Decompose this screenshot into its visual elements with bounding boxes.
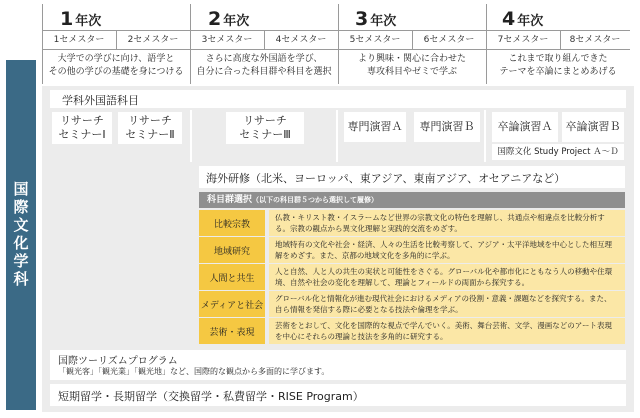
year-4-description: これまで取り組んできた テーマを卒論にまとめあげる — [499, 54, 617, 77]
semester-2: 2セメスター — [127, 35, 179, 45]
category-name: 比較宗教 — [199, 210, 265, 236]
department-label: 国際文化学科 — [6, 60, 36, 410]
study-abroad: 短期留学・長期留学（交換留学・私費留学・RISE Program） — [58, 390, 364, 403]
tourism-program-description: 「観光客」「観光業」「観光地」など、国際的な観点から多面的に学びます。 — [58, 367, 330, 376]
category-description: グローバル化と情報化が進む現代社会におけるメディアの役割・意義・課題などを探究する。また、自ら情報を発信する際に必要となる技法や倫理を学ぶ。 — [269, 291, 625, 317]
research-seminar-1: リサーチ セミナーⅠ — [52, 112, 112, 144]
semester-6: 6セメスター — [423, 35, 475, 45]
category-row — [199, 237, 625, 263]
year-1-description: 大学での学びに向け、語学と その他の学びの基礎を身につける — [48, 54, 184, 77]
category-row — [199, 291, 625, 317]
category-description: 芸術をとおして、文化を国際的な視点で学んでいく。美術、舞台芸術、文学、漫画などのアート表現を中心にそれらの理論と技法を多角的に研究する。 — [269, 318, 625, 344]
year-2-header: 2 年次 — [208, 8, 250, 30]
graduation-seminar-b: 卒論演習Ｂ — [562, 112, 624, 142]
category-description: 人と自然、人と人の共生の実状と可能性をさぐる。グローバル化や都市化にともなう人の移動や住環境、自然や社会の変化を理解して、理論とフィールドの両面から探究する。 — [269, 264, 625, 290]
category-description: 地域特有の文化や社会・経済、人々の生活を比較考察して、アジア・太平洋地域を中心とした相互理解をめざす。また、京都の地域文化を多角的に学ぶ。 — [269, 237, 625, 263]
semester-3: 3セメスター — [201, 35, 253, 45]
special-seminar-b: 専門演習Ｂ — [414, 112, 480, 142]
semester-4: 4セメスター — [275, 35, 327, 45]
year-3-description: より興味・関心に合わせた 専攻科目やゼミで学ぶ — [357, 54, 466, 77]
semester-divider — [42, 49, 630, 50]
research-seminar-3: リサーチ セミナーⅢ — [226, 112, 304, 144]
year-2-description: さらに高度な外国語を学び、 自分に合った科目群や科目を選択 — [196, 54, 332, 77]
semester-7: 7セメスター — [497, 35, 549, 45]
foreign-language-label: 学科外国語科目 — [62, 94, 139, 107]
semester-5: 5セメスター — [349, 35, 401, 45]
tourism-program-title: 国際ツーリズムプログラム — [58, 356, 178, 367]
graduation-seminar-a: 卒論演習Ａ — [492, 112, 558, 142]
research-seminar-2: リサーチ セミナーⅡ — [118, 112, 182, 144]
study-project: 国際文化 Study Project Ａ～Ｄ — [492, 144, 624, 160]
category-row — [199, 264, 625, 290]
category-row — [199, 210, 625, 236]
special-seminar-a: 専門演習Ａ — [344, 112, 406, 142]
category-selection-header: 科目群選択（以下の科目群５つから選択して履修） — [199, 192, 625, 208]
year-1-header: 1 年次 — [60, 8, 102, 30]
category-name: 地域研究 — [199, 237, 265, 263]
year-4-header: 4 年次 — [502, 8, 544, 30]
category-name: 芸術・表現 — [199, 318, 265, 344]
category-row — [199, 318, 625, 344]
semester-8: 8セメスター — [569, 35, 621, 45]
year-3-header: 3 年次 — [355, 8, 397, 30]
overseas-training: 海外研修（北米、ヨーロッパ、東アジア、東南アジア、オセアニアなど） — [206, 172, 566, 185]
semester-1: 1セメスター — [53, 35, 105, 45]
category-name: メディアと社会 — [199, 291, 265, 317]
category-name: 人間と共生 — [199, 264, 265, 290]
category-description: 仏教・キリスト教・イスラームなど世界の宗教文化の特色を理解し、共通点や相違点を比較分析する。宗教の観点から異文化理解と実践的交流をめざす。 — [269, 210, 625, 236]
